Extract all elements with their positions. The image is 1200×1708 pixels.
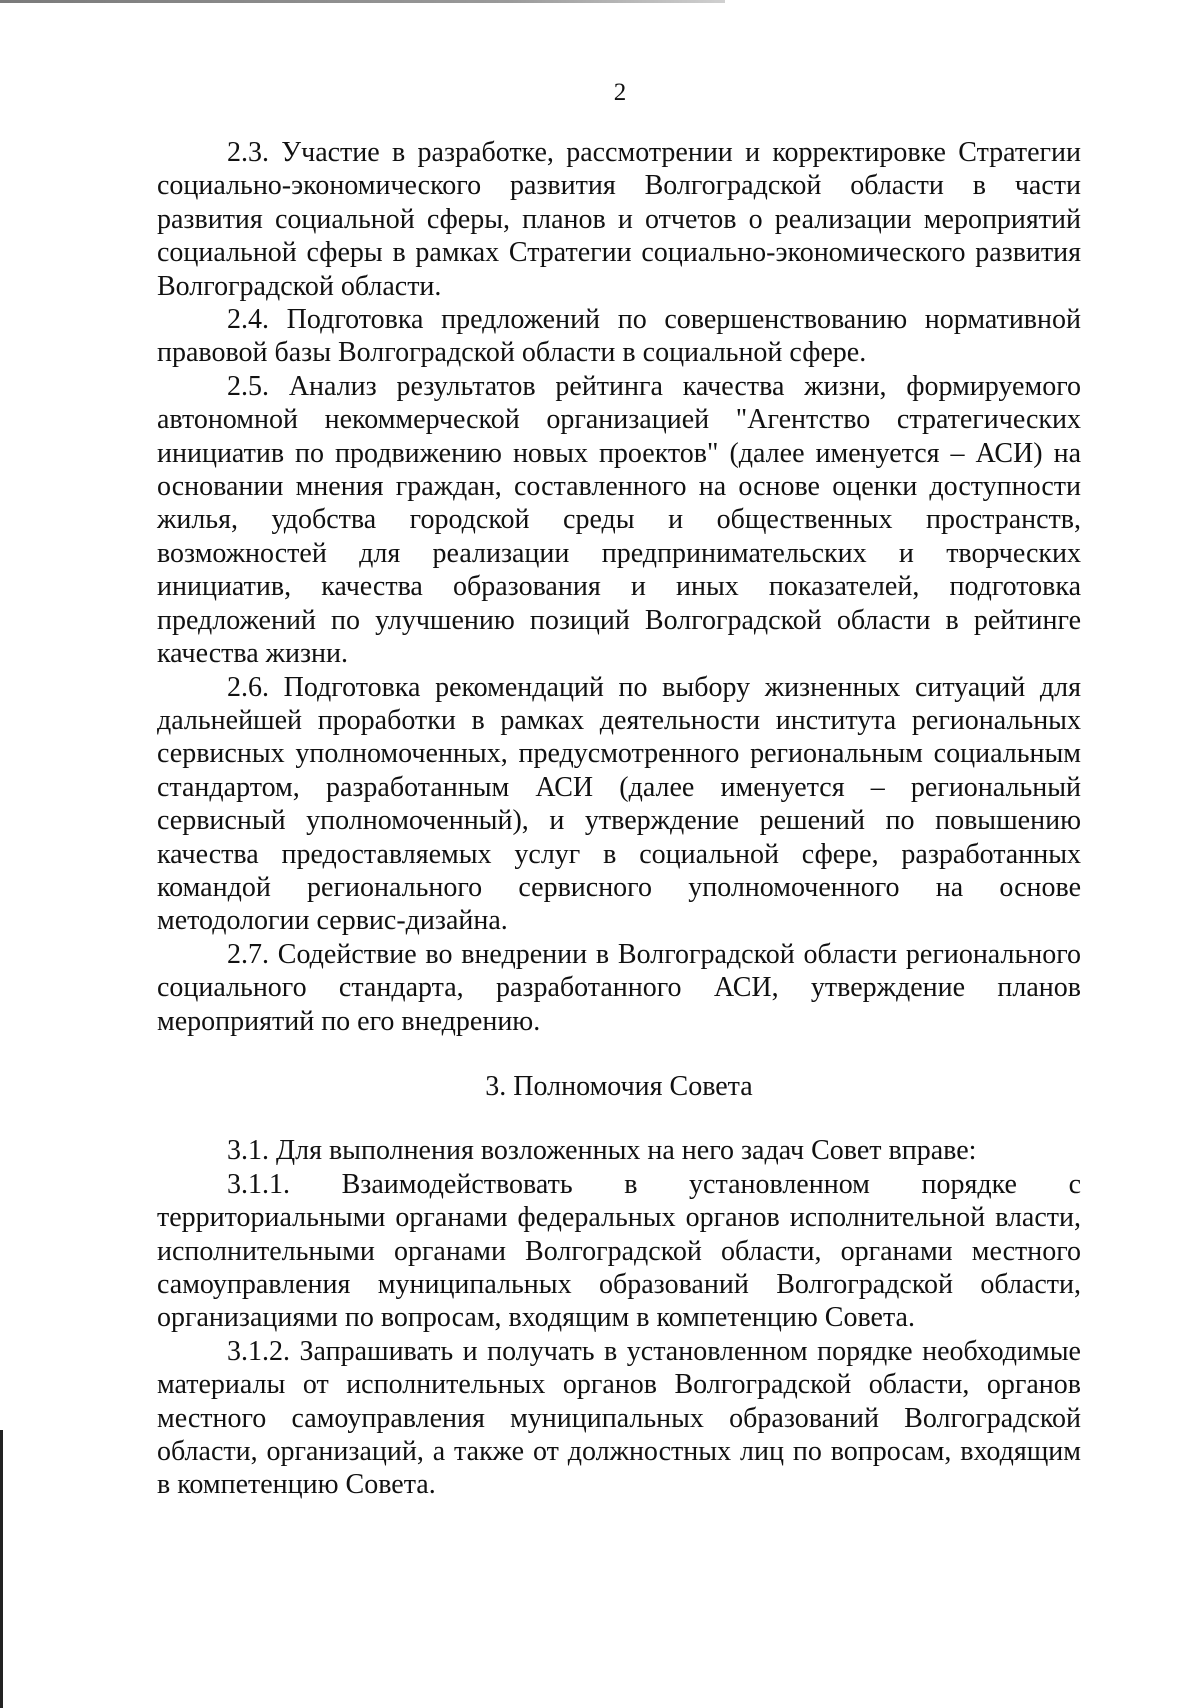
paragraph-3-1: 3.1. Для выполнения возложенных на него задач Совет вправе: <box>227 1135 977 1167</box>
document-body <box>157 136 1081 1502</box>
paragraph-2-3: 2.3. Участие в разработке, рассмотрении и корректировке Стратегии социально-экономического развития Волгоградской области в части развития социальной сферы, планов и отчетов о реализации мероприятий социальной сферы в рамках Стратегии социально-экономического развития Волгоградской области. <box>157 137 1081 302</box>
scan-edge-top <box>0 0 725 3</box>
page-number: 2 <box>613 79 627 106</box>
paragraph-3-1-1: 3.1.1. Взаимодействовать в установленном порядке с территориальными органами федеральных органов исполнительной власти, исполнительными органами Волгоградской области, органами местного самоуправления муниципальных образований Волгоградской области, организациями по вопросам, входящим в компетенцию Совета. <box>157 1168 1081 1334</box>
paragraph-2-6: 2.6. Подготовка рекомендаций по выбору жизненных ситуаций для дальнейшей проработки в рамках деятельности института региональных сервисных уполномоченных, предусмотренного региональным социальным стандартом, разработанным АСИ (далее именуется – региональный сервисный уполномоченный), и утверждение решений по повышению качества предоставляемых услуг в социальной сфере, разработанных командой регионального сервисного уполномоченного на основе методологии сервис-дизайна. <box>157 671 1081 937</box>
paragraph-2-4: 2.4. Подготовка предложений по совершенствованию нормативной правовой базы Волгоградской области в социальной сфере. <box>157 304 1081 369</box>
paragraph-2-5: 2.5. Анализ результатов рейтинга качества жизни, формируемого автономной некоммерческой организацией "Агентство стратегических инициатив по продвижению новых проектов" (далее именуется – АСИ) на основании мнения граждан, составленного на основе оценки доступности жилья, удобства городской среды и общественных пространств, возможностей для реализации предпринимательских и творческих инициатив, качества образования и иных показателей, подготовка предложений по улучшению позиций Волгоградской области в рейтинге качества жизни. <box>157 370 1081 670</box>
scan-edge-left <box>0 1430 3 1708</box>
section-heading: 3. Полномочия Совета <box>485 1070 753 1102</box>
paragraph-3-1-2: 3.1.2. Запрашивать и получать в установленном порядке необходимые материалы от исполнительных органов Волгоградской области, органов местного самоуправления муниципальных образований Волгоградской области, организаций, а также от должностных лиц по вопросам, входящим в компетенцию Совета. <box>157 1335 1081 1501</box>
paragraph-2-7: 2.7. Содействие во внедрении в Волгоградской области регионального социального стандарта, разработанного АСИ, утверждение планов мероприятий по его внедрению. <box>157 938 1081 1037</box>
